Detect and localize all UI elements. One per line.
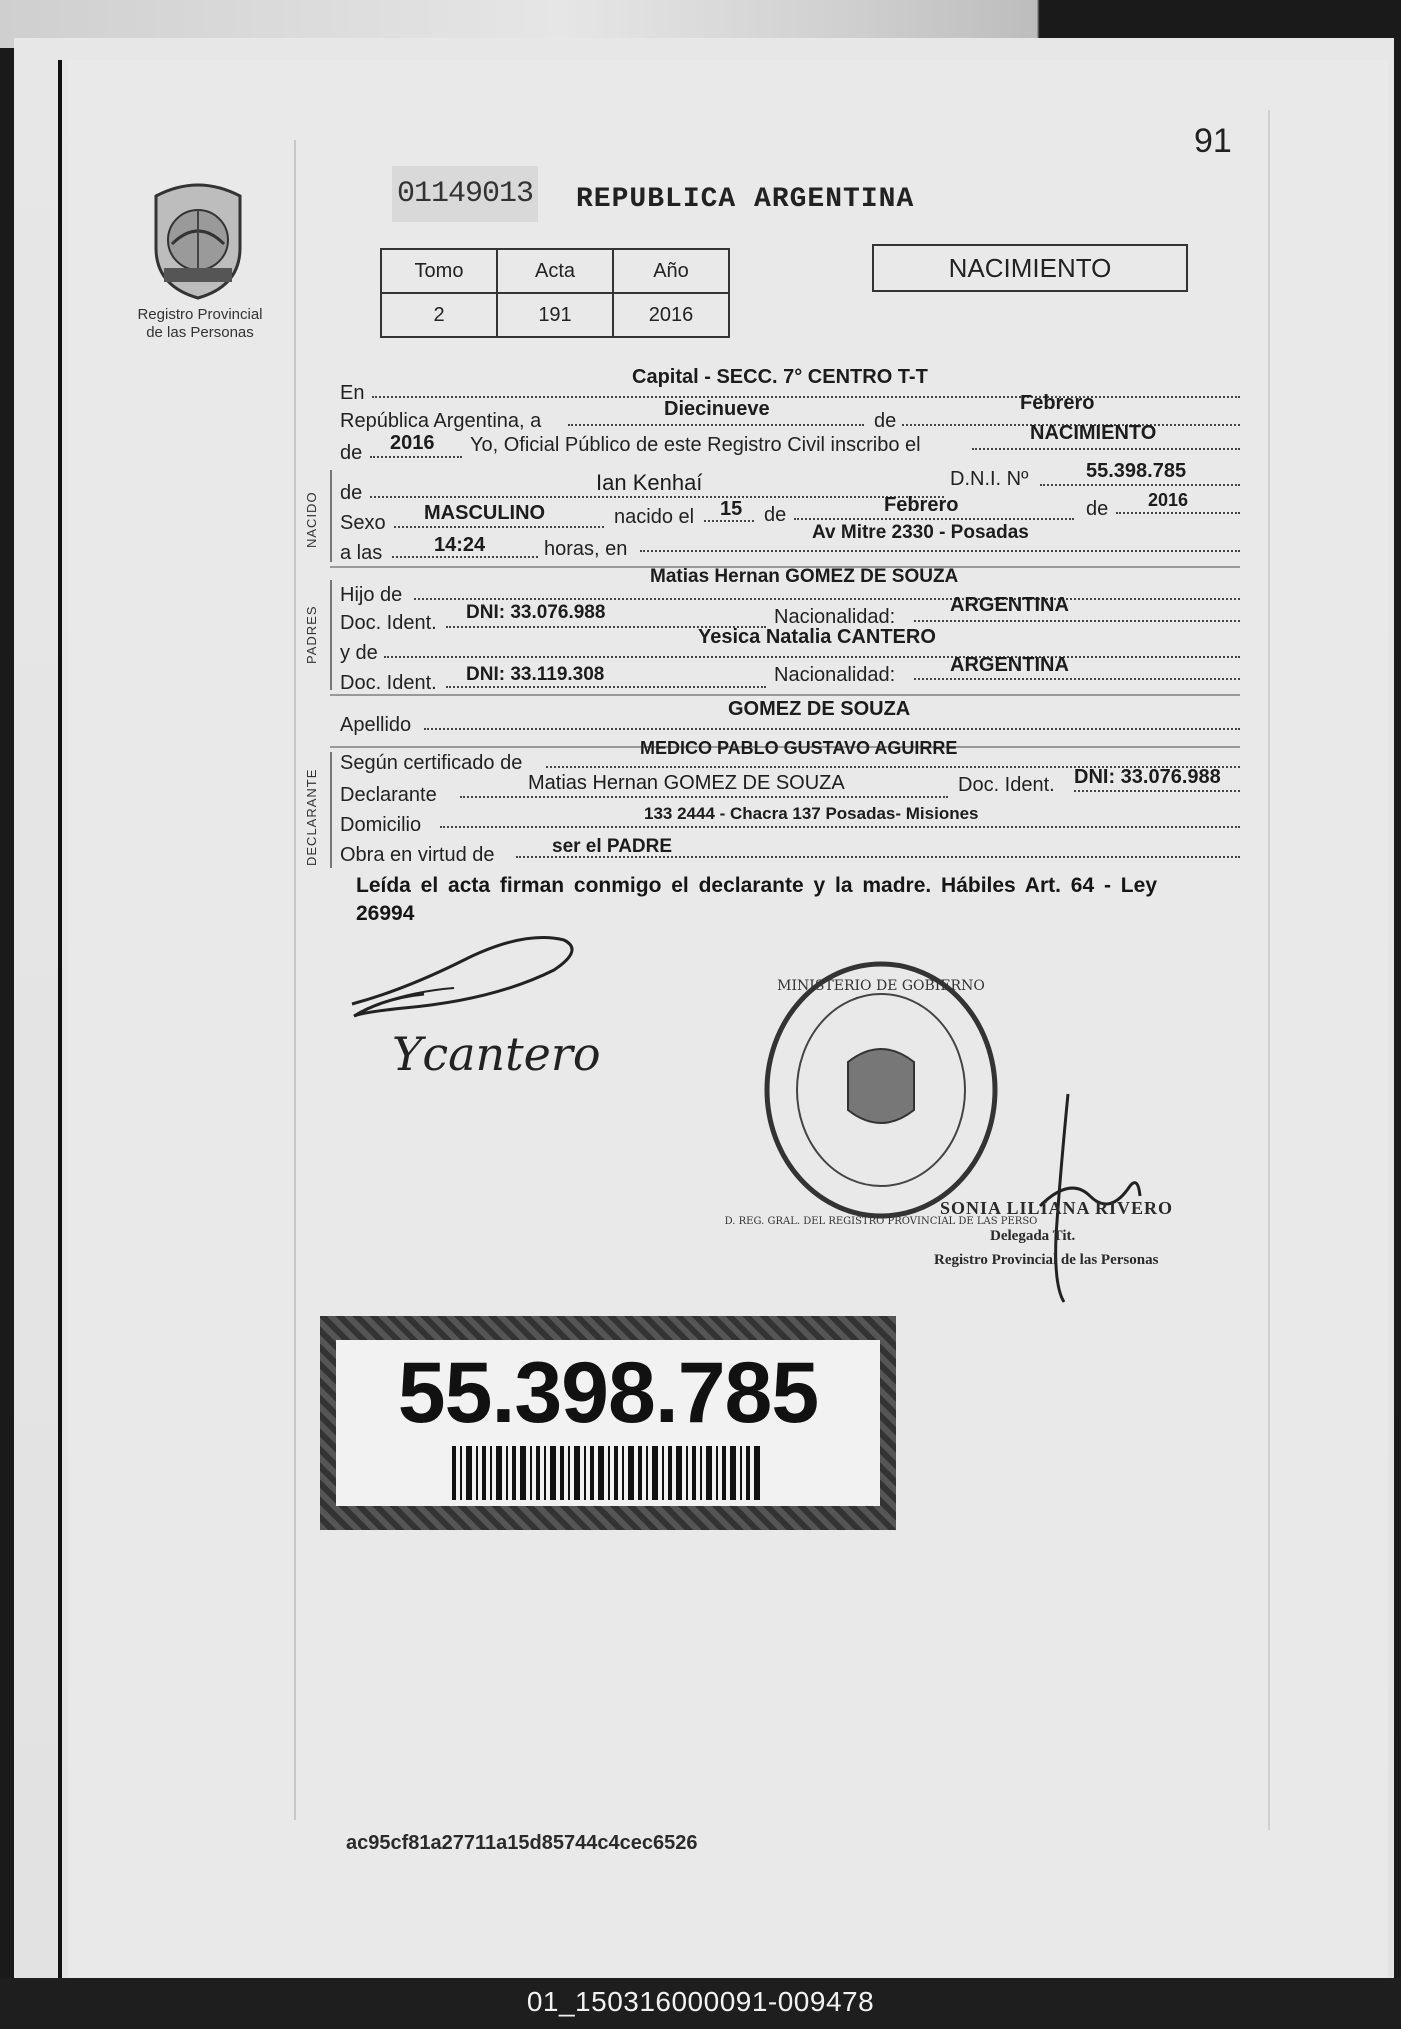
- value-birth-month: Febrero: [884, 494, 959, 516]
- label-en: En: [340, 382, 365, 404]
- official-office: Registro Provincial de las Personas: [934, 1252, 1159, 1268]
- value-father-doc: DNI: 33.076.988: [466, 602, 606, 623]
- label-nacido-el: nacido el: [614, 506, 695, 528]
- label-obra-en-virtud: Obra en virtud de: [340, 844, 495, 866]
- barcode-icon: [452, 1446, 764, 1500]
- seal-outer-text: D. REG. GRAL. DEL REGISTRO PROVINCIAL DE LAS PERSO: [724, 1216, 1038, 1227]
- dni-label-inner: [336, 1340, 880, 1506]
- dotted-line: [794, 518, 1074, 520]
- label-dni-no: D.N.I. Nº: [950, 468, 1029, 490]
- dotted-line: [1040, 484, 1240, 486]
- document-inner-page: [68, 60, 1388, 1980]
- section-label-padres: PADRES: [304, 605, 319, 664]
- dotted-line: [1074, 790, 1240, 792]
- header-acta: Acta: [497, 249, 613, 293]
- closing-text: Leída el acta firman conmigo el declarante y la madre. Hábiles Art. 64 - Ley 26994: [356, 874, 1157, 925]
- registry-caption-line2: de las Personas: [146, 324, 254, 341]
- seal-inner-text: MINISTERIO DE GOBIERNO: [777, 978, 985, 994]
- value-declarant: Matias Hernan GOMEZ DE SOUZA: [528, 772, 845, 794]
- declarant-signature: [344, 920, 601, 1100]
- dotted-line: [440, 826, 1240, 828]
- dotted-line: [446, 686, 766, 688]
- dotted-line: [372, 396, 1240, 398]
- record-table-header-row: [381, 249, 729, 293]
- value-mother-name: Yesica Natalia CANTERO: [698, 626, 936, 648]
- label-segun-certificado: Según certificado de: [340, 752, 523, 774]
- value-day-words: Diecinueve: [664, 398, 770, 420]
- official-role: Delegada Tit.: [990, 1228, 1076, 1244]
- section-bar-padres: [330, 580, 332, 690]
- section-bar-declarante: [330, 752, 332, 868]
- dotted-line: [394, 526, 604, 528]
- mother-signature: Ycantero: [392, 1027, 601, 1081]
- dotted-line: [424, 728, 1240, 730]
- serial-number: 01149013: [392, 166, 538, 222]
- label-doc-ident: Doc. Ident.: [340, 612, 437, 634]
- label-doc-ident: Doc. Ident.: [340, 672, 437, 694]
- value-capacity: ser el PADRE: [552, 836, 673, 857]
- margin-line-right: [1268, 110, 1270, 1830]
- dotted-line: [568, 424, 864, 426]
- value-birth-time: 14:24: [434, 534, 486, 556]
- label-yo-oficial: Yo, Oficial Público de este Registro Civil inscribo el: [470, 434, 921, 456]
- label-declarante: Declarante: [340, 784, 437, 806]
- value-acta: 191: [497, 293, 613, 337]
- value-tomo: 2: [381, 293, 497, 337]
- label-a-las: a las: [340, 542, 383, 564]
- section-bar-nacido: [330, 470, 332, 562]
- value-certificate-by: MEDICO PABLO GUSTAVO AGUIRRE: [640, 738, 958, 758]
- label-hijo-de: Hijo de: [340, 584, 403, 606]
- margin-line: [294, 140, 296, 1820]
- value-address: 133 2444 - Chacra 137 Posadas- Misiones: [644, 804, 979, 823]
- registry-caption-line1: Registro Provincial: [137, 306, 263, 323]
- label-de: de: [764, 504, 787, 526]
- section-divider: [330, 694, 1240, 696]
- header-tomo: Tomo: [381, 249, 497, 293]
- value-child-name: Ian Kenhaí: [596, 470, 703, 495]
- folio-number: 91: [1194, 122, 1232, 160]
- value-location: Capital - SECC. 7° CENTRO T-T: [632, 366, 928, 388]
- dotted-line: [384, 656, 1240, 658]
- official-name: SONIA LILIANA RIVERO: [940, 1198, 1174, 1218]
- section-label-declarante: DECLARANTE: [304, 768, 319, 866]
- value-mother-nationality: ARGENTINA: [950, 654, 1069, 676]
- label-nacionalidad: Nacionalidad:: [774, 664, 896, 686]
- registry-caption: [120, 306, 280, 342]
- label-domicilio: Domicilio: [340, 814, 422, 836]
- dotted-line: [972, 448, 1240, 450]
- value-mother-doc: DNI: 33.119.308: [466, 664, 605, 685]
- value-month: Febrero: [1020, 392, 1095, 414]
- value-year: 2016: [390, 432, 435, 454]
- dotted-line: [914, 678, 1240, 680]
- document-hash: ac95cf81a27711a15d85744c4cec6526: [346, 1832, 698, 1854]
- label-nacionalidad: Nacionalidad:: [774, 606, 896, 628]
- dni-barcode-label: [320, 1316, 896, 1530]
- label-de: de: [874, 410, 897, 432]
- footer-id: 01_150316000091-009478: [526, 1986, 875, 2017]
- record-type-box: NACIMIENTO: [872, 244, 1188, 292]
- country-heading: REPUBLICA ARGENTINA: [576, 184, 915, 215]
- dni-label-number: 55.398.785: [397, 1345, 819, 1441]
- value-sex: MASCULINO: [424, 502, 546, 524]
- label-y-de: y de: [340, 642, 378, 664]
- value-birth-year: 2016: [1148, 490, 1189, 510]
- dotted-line: [414, 598, 1240, 600]
- record-table-value-row: [381, 293, 729, 337]
- dotted-line: [1116, 512, 1240, 514]
- value-anio: 2016: [613, 293, 729, 337]
- value-birth-place: Av Mitre 2330 - Posadas: [812, 522, 1029, 543]
- official-seal-icon: [724, 950, 1038, 1240]
- label-sexo: Sexo: [340, 512, 386, 534]
- province-shield-icon: [142, 178, 254, 302]
- value-birth-day: 15: [720, 498, 743, 520]
- value-surname: GOMEZ DE SOUZA: [728, 698, 911, 720]
- value-act-type: NACIMIENTO: [1030, 422, 1157, 444]
- value-child-dni: 55.398.785: [1086, 460, 1187, 482]
- label-apellido: Apellido: [340, 714, 412, 736]
- dotted-line: [370, 496, 944, 498]
- value-father-nationality: ARGENTINA: [950, 594, 1069, 616]
- section-label-nacido: NACIDO: [304, 491, 319, 548]
- value-father-name: Matias Hernan GOMEZ DE SOUZA: [650, 566, 959, 587]
- dotted-line: [640, 550, 1240, 552]
- dotted-line: [914, 620, 1240, 622]
- label-doc-ident: Doc. Ident.: [958, 774, 1055, 796]
- dotted-line: [460, 796, 948, 798]
- value-declarant-doc: DNI: 33.076.988: [1074, 766, 1221, 788]
- record-table: [380, 248, 730, 338]
- dotted-line: [370, 456, 462, 458]
- binding-line: [58, 60, 62, 1980]
- official-signature: [1020, 1086, 1180, 1306]
- label-horas-en: horas, en: [544, 538, 628, 560]
- header-anio: Año: [613, 249, 729, 293]
- label-republica-a: República Argentina, a: [340, 410, 542, 432]
- label-de: de: [340, 442, 363, 464]
- label-de: de: [340, 482, 363, 504]
- label-de: de: [1086, 498, 1109, 520]
